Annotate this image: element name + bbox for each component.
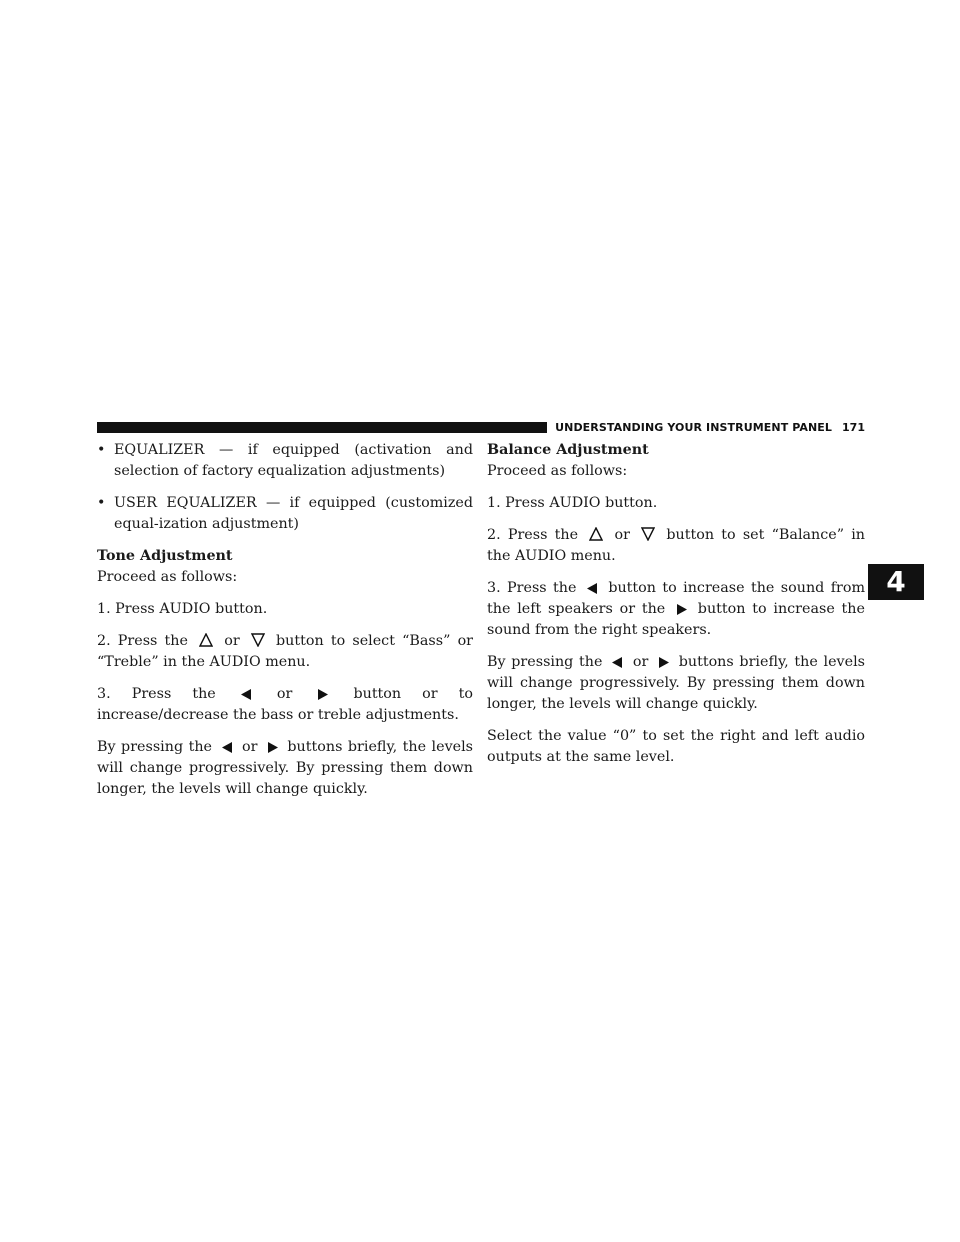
tone-step-2 bbox=[97, 631, 473, 673]
step-text: button to increase the sound from the left speakers or the bbox=[487, 580, 866, 617]
balance-step-3 bbox=[487, 578, 865, 641]
chapter-tab: 4 bbox=[868, 564, 924, 600]
step-text: or bbox=[614, 527, 630, 543]
step-text: or bbox=[632, 654, 649, 670]
tone-intro: Proceed as follows: bbox=[97, 569, 238, 585]
bullet-item-equalizer bbox=[97, 440, 473, 482]
tone-step-3 bbox=[97, 684, 473, 726]
header-rule bbox=[97, 422, 547, 433]
up-triangle-icon bbox=[589, 527, 603, 541]
page-number: 171 bbox=[842, 420, 865, 434]
up-triangle-icon bbox=[199, 633, 213, 647]
balance-zero-note: Select the value “0” to set the right and left audio outputs at the same level. bbox=[487, 728, 865, 765]
step-text: By pressing the bbox=[97, 739, 213, 755]
bullet-text: EQUALIZER — if equipped (activation and selection of factory equalization adjustments) bbox=[114, 442, 473, 479]
step-text: button to select “Bass” or “Treble” in the AUDIO menu. bbox=[97, 633, 474, 670]
step-text: 2. Press the bbox=[97, 633, 188, 649]
step-text: button or to increase/decrease the bass or treble adjustments. bbox=[97, 686, 474, 723]
bullet-item-user-equalizer bbox=[97, 493, 473, 535]
step-text: 2. Press the bbox=[487, 527, 579, 543]
balance-press-note bbox=[487, 652, 865, 715]
left-arrow-icon bbox=[587, 583, 598, 594]
right-arrow-icon bbox=[676, 604, 687, 615]
left-arrow-icon bbox=[612, 657, 623, 668]
right-column bbox=[487, 440, 865, 768]
down-triangle-icon bbox=[251, 633, 265, 647]
step-text: or bbox=[276, 686, 293, 702]
step-text: button to increase the sound from the right speakers. bbox=[487, 601, 865, 638]
left-column bbox=[97, 440, 473, 800]
bullet-icon: • bbox=[97, 495, 106, 511]
step-text: buttons briefly, the levels will change progressively. By pressing them down longer, the levels will change quickly. bbox=[487, 654, 865, 712]
down-triangle-icon bbox=[641, 527, 655, 541]
step-text: button to set “Balance” in the AUDIO menu. bbox=[487, 527, 866, 564]
tone-step-1: 1. Press AUDIO button. bbox=[97, 601, 268, 617]
bullet-text: USER EQUALIZER — if equipped (customized equal-ization adjustment) bbox=[114, 495, 473, 532]
section-heading-balance: Balance Adjustment bbox=[487, 442, 649, 458]
step-text: By pressing the bbox=[487, 654, 603, 670]
balance-step-1: 1. Press AUDIO button. bbox=[487, 495, 658, 511]
right-arrow-icon bbox=[658, 657, 669, 668]
left-arrow-icon bbox=[222, 742, 233, 753]
right-arrow-icon bbox=[317, 689, 328, 700]
step-text: or bbox=[224, 633, 240, 649]
right-arrow-icon bbox=[267, 742, 278, 753]
balance-intro: Proceed as follows: bbox=[487, 463, 628, 479]
step-text: or bbox=[241, 739, 258, 755]
bullet-icon: • bbox=[97, 442, 106, 458]
step-text: 3. Press the bbox=[97, 686, 216, 702]
step-text: buttons briefly, the levels will change progressively. By pressing them down longer, the levels will change quickly. bbox=[97, 739, 474, 797]
step-text: 3. Press the bbox=[487, 580, 577, 596]
balance-step-2 bbox=[487, 525, 865, 567]
header-title: UNDERSTANDING YOUR INSTRUMENT PANEL bbox=[555, 420, 833, 434]
left-arrow-icon bbox=[241, 689, 252, 700]
section-heading-tone: Tone Adjustment bbox=[97, 548, 233, 564]
tone-press-note bbox=[97, 737, 473, 800]
page-header bbox=[97, 420, 865, 434]
